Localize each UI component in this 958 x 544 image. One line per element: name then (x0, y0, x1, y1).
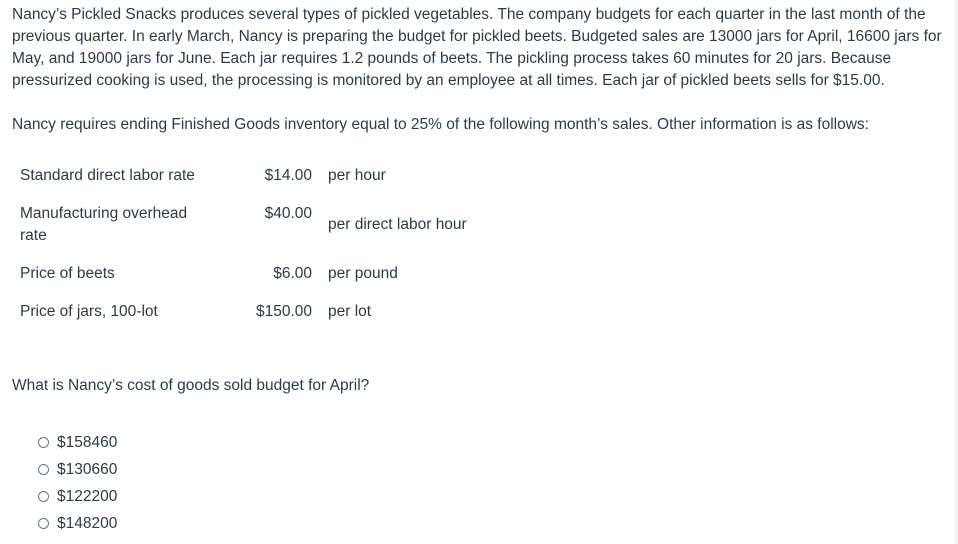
info-value: $6.00 (273, 265, 312, 282)
radio-button[interactable] (38, 464, 49, 475)
info-unit: per direct labor hour (328, 216, 467, 233)
answer-option[interactable] (38, 456, 117, 483)
info-label: Standard direct labor rate (20, 167, 195, 184)
info-label: Price of beets (20, 265, 115, 282)
info-value: $150.00 (255, 303, 312, 320)
problem-description: Nancy’s Pickled Snacks produces several types of pickled vegetables. The company budgets for each quarter in the last month of the previous quarter. In early March, Nancy is preparing the budget for pickled beets. Budgeted sales are 13000 jars for April, 16600 jars for May, and 19000 jars for June. Each jar requires 1.2 pounds of beets. The pickling process takes 60 minutes for 20 jars. Because pressurized cooking is used, the processing is monitored by an employee at all times. Each jar of pickled beets sells for $15.00. (12, 6, 942, 89)
info-label: Price of jars, 100-lot (20, 303, 158, 320)
answer-options (38, 429, 117, 537)
info-value: $40.00 (264, 205, 312, 222)
answer-option-label: $158460 (57, 433, 118, 451)
info-unit: per hour (328, 167, 386, 184)
info-value: $14.00 (264, 167, 312, 184)
question-text: What is Nancy’s cost of goods sold budget for April? (12, 377, 370, 394)
radio-button[interactable] (38, 437, 49, 448)
answer-option-label: $122200 (57, 487, 118, 505)
answer-option[interactable] (38, 429, 117, 456)
answer-option-label: $130660 (57, 460, 118, 478)
radio-button[interactable] (38, 518, 49, 529)
answer-option[interactable] (38, 510, 117, 537)
answer-option[interactable] (38, 483, 117, 510)
answer-option-label: $148200 (57, 514, 118, 532)
info-unit: per pound (328, 265, 398, 282)
inventory-requirement-text: Nancy requires ending Finished Goods inventory equal to 25% of the following month’s sales. Other information is as follows: (12, 116, 869, 133)
radio-button[interactable] (38, 491, 49, 502)
info-unit: per lot (328, 303, 372, 320)
info-label: Manufacturing overhead rate (20, 205, 188, 244)
